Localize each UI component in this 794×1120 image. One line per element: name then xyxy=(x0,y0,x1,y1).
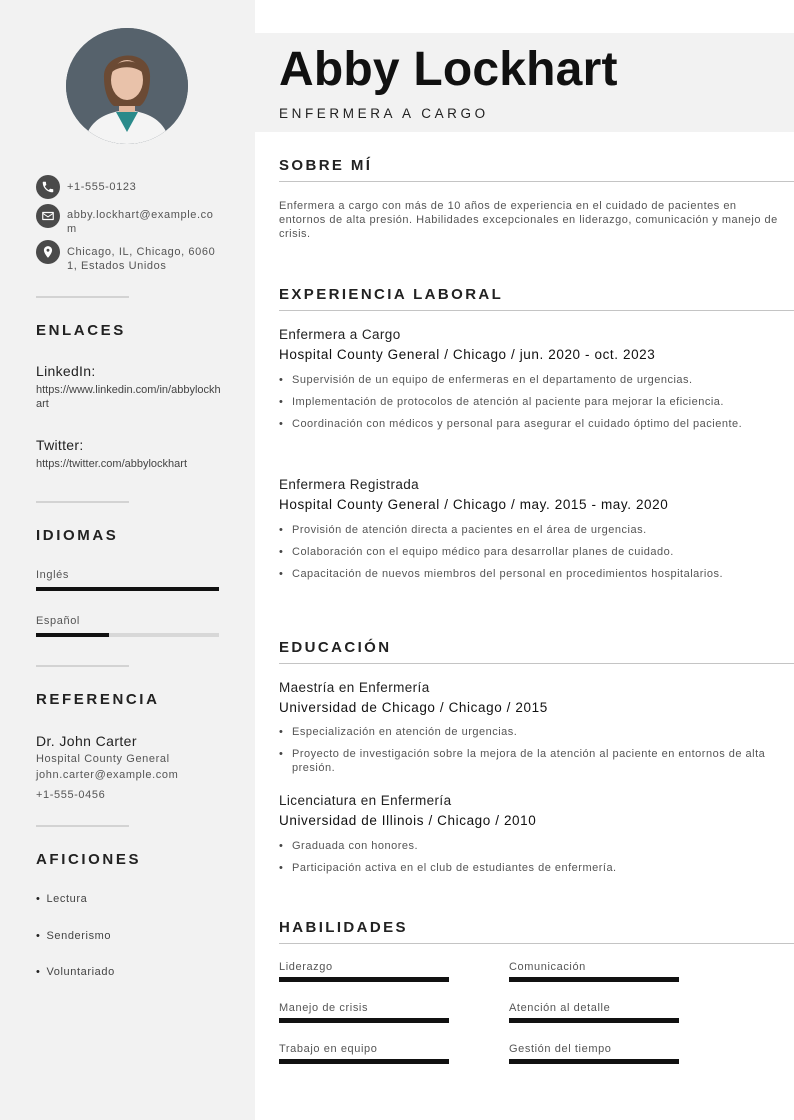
language-level-bar xyxy=(36,633,219,637)
sidebar-divider xyxy=(36,825,129,827)
email-text: abby.lockhart@example.com xyxy=(67,209,214,235)
job-bullet: • Implementación de protocolos de atención al paciente para mejorar la eficiencia. xyxy=(279,395,769,409)
sidebar-divider xyxy=(36,501,129,503)
job-role: Enfermera Registrada xyxy=(279,477,420,492)
skill-level-bar xyxy=(279,1059,449,1064)
twitter-label: Twitter: xyxy=(36,437,84,453)
person-portrait-icon xyxy=(66,28,188,144)
skill-item xyxy=(509,1002,679,1023)
language-label: Español xyxy=(36,615,80,627)
skill-level-bar xyxy=(279,977,449,982)
job-bullets xyxy=(279,373,769,439)
skill-item xyxy=(279,1002,449,1023)
skill-label: Atención al detalle xyxy=(509,1002,611,1014)
language-level-fill xyxy=(36,587,219,591)
linkedin-link[interactable]: https://www.linkedin.com/in/abbylockhart xyxy=(36,384,221,410)
phone-icon xyxy=(36,175,60,199)
degree-details: Universidad de Illinois / Chicago / 2010 xyxy=(279,813,537,828)
section-rule xyxy=(279,181,794,182)
main-content xyxy=(255,0,794,1120)
degree-bullets xyxy=(279,839,769,883)
phone-text: +1-555-0123 xyxy=(67,181,137,193)
location-pin-icon xyxy=(36,240,60,264)
section-rule xyxy=(279,310,794,311)
language-level-bar xyxy=(36,587,219,591)
hobby-item: • Senderismo xyxy=(36,930,111,942)
skill-item xyxy=(509,961,679,982)
skill-label: Comunicación xyxy=(509,961,586,973)
reference-heading: REFERENCIA xyxy=(36,691,160,708)
degree-bullet: • Graduada con honores. xyxy=(279,839,769,853)
linkedin-label: LinkedIn: xyxy=(36,363,96,379)
about-text: Enfermera a cargo con más de 10 años de experiencia en el cuidado de pacientes en entornos de alta presión. Habilidades excepcionales en liderazgo, comunicación y manejo de crisis. xyxy=(279,200,778,240)
email-icon xyxy=(36,204,60,228)
experience-heading: EXPERIENCIA LABORAL xyxy=(279,286,504,303)
about-heading: SOBRE MÍ xyxy=(279,157,373,174)
degree-bullet: • Participación activa en el club de estudiantes de enfermería. xyxy=(279,861,769,875)
profile-photo xyxy=(66,28,188,144)
skill-item xyxy=(509,1043,679,1064)
skill-label: Manejo de crisis xyxy=(279,1002,369,1014)
skill-level-bar xyxy=(509,1059,679,1064)
job-bullets xyxy=(279,523,769,589)
contact-phone xyxy=(36,175,219,199)
skill-item xyxy=(279,1043,449,1064)
education-heading: EDUCACIÓN xyxy=(279,639,392,656)
contact-email xyxy=(36,204,219,236)
languages-heading: IDIOMAS xyxy=(36,527,119,544)
sidebar-divider xyxy=(36,296,129,298)
job-role: Enfermera a Cargo xyxy=(279,327,401,342)
links-heading: ENLACES xyxy=(36,322,126,339)
skill-level-bar xyxy=(279,1018,449,1023)
job-bullet: • Provisión de atención directa a pacientes en el área de urgencias. xyxy=(279,523,769,537)
reference-email: john.carter@example.com xyxy=(36,769,179,781)
skill-label: Liderazgo xyxy=(279,961,333,973)
address-text: Chicago, IL, Chicago, 60601, Estados Unidos xyxy=(67,246,216,272)
degree-bullets xyxy=(279,725,769,783)
degree-title: Licenciatura en Enfermería xyxy=(279,793,452,808)
skill-label: Gestión del tiempo xyxy=(509,1043,612,1055)
job-bullet: • Capacitación de nuevos miembros del personal en procedimientos hospitalarios. xyxy=(279,567,769,581)
job-details: Hospital County General / Chicago / may. 2015 - may. 2020 xyxy=(279,497,669,512)
degree-details: Universidad de Chicago / Chicago / 2015 xyxy=(279,700,548,715)
skill-level-bar xyxy=(509,1018,679,1023)
job-bullet: • Colaboración con el equipo médico para desarrollar planes de cuidado. xyxy=(279,545,769,559)
reference-phone: +1-555-0456 xyxy=(36,789,106,801)
hobby-item: • Lectura xyxy=(36,893,87,905)
degree-bullet: • Proyecto de investigación sobre la mejora de la atención al paciente en entornos de alta presión. xyxy=(279,747,769,775)
hobbies-heading: AFICIONES xyxy=(36,851,142,868)
degree-title: Maestría en Enfermería xyxy=(279,680,430,695)
contact-address xyxy=(36,240,219,273)
skill-level-bar xyxy=(509,977,679,982)
skill-label: Trabajo en equipo xyxy=(279,1043,378,1055)
job-title: ENFERMERA A CARGO xyxy=(279,106,489,121)
job-bullet: • Supervisión de un equipo de enfermeras en el departamento de urgencias. xyxy=(279,373,769,387)
hobby-item: • Voluntariado xyxy=(36,966,115,978)
sidebar-divider xyxy=(36,665,129,667)
skill-item xyxy=(279,961,449,982)
job-bullet: • Coordinación con médicos y personal para asegurar el cuidado óptimo del paciente. xyxy=(279,417,769,431)
degree-bullet: • Especialización en atención de urgencias. xyxy=(279,725,769,739)
reference-name: Dr. John Carter xyxy=(36,733,137,749)
section-rule xyxy=(279,943,794,944)
reference-organization: Hospital County General xyxy=(36,753,170,765)
language-label: Inglés xyxy=(36,569,69,581)
sidebar xyxy=(0,0,255,1120)
job-details: Hospital County General / Chicago / jun. 2020 - oct. 2023 xyxy=(279,347,656,362)
section-rule xyxy=(279,663,794,664)
full-name: Abby Lockhart xyxy=(279,43,618,96)
skills-heading: HABILIDADES xyxy=(279,919,408,936)
language-level-fill xyxy=(36,633,109,637)
twitter-link[interactable]: https://twitter.com/abbylockhart xyxy=(36,458,188,470)
